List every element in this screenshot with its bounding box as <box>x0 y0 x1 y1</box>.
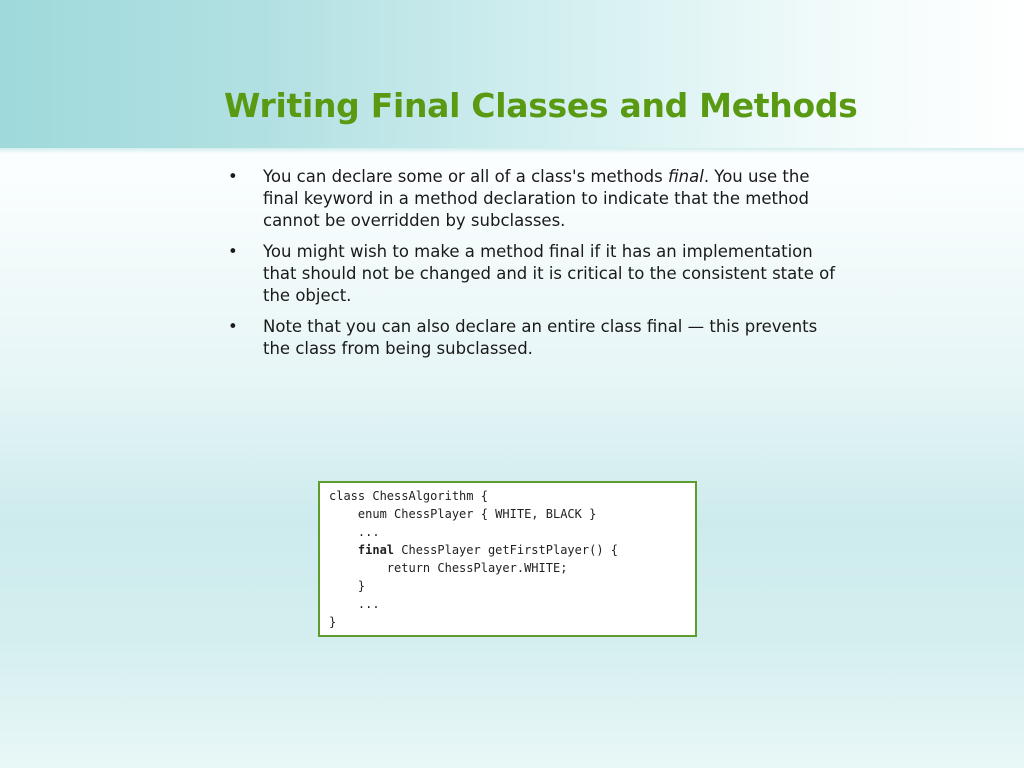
bullet-text-start: You can declare some or all of a class's methods <box>263 167 668 186</box>
code-keyword-final: final <box>357 543 395 557</box>
bullet-mark: • <box>228 167 238 186</box>
bullet-item <box>228 316 848 360</box>
header-band <box>0 0 1024 148</box>
code-line: } <box>329 579 366 593</box>
bullet-item <box>228 241 848 307</box>
code-method-signature: ChessPlayer getFirstPlayer() { <box>394 543 618 557</box>
bullet-item <box>228 166 848 232</box>
code-line: return ChessPlayer.WHITE; <box>329 561 568 575</box>
code-line: class ChessAlgorithm { <box>329 489 488 503</box>
bullet-list <box>228 166 848 369</box>
bullet-text: You might wish to make a method final if it has an implementation that should not be changed and it is critical to the consistent state of the object. <box>263 242 836 305</box>
code-line: ... <box>329 597 380 611</box>
bullet-mark: • <box>228 317 238 336</box>
code-line-final-method <box>329 541 695 559</box>
bullet-text-end: . You use the final keyword in a method declaration to indicate that the method cannot be overridden by subclasses. <box>263 167 810 230</box>
code-indent <box>329 543 358 557</box>
code-line: } <box>329 615 337 629</box>
code-snippet-box <box>318 481 697 637</box>
bullet-text: Note that you can also declare an entire class final — this prevents the class from being subclassed. <box>263 317 818 358</box>
slide-title: Writing Final Classes and Methods <box>224 86 858 125</box>
bullet-emphasis: final <box>668 167 704 186</box>
code-line: ... <box>329 525 380 539</box>
code-line: enum ChessPlayer { WHITE, BLACK } <box>329 507 597 521</box>
bullet-mark: • <box>228 242 238 261</box>
